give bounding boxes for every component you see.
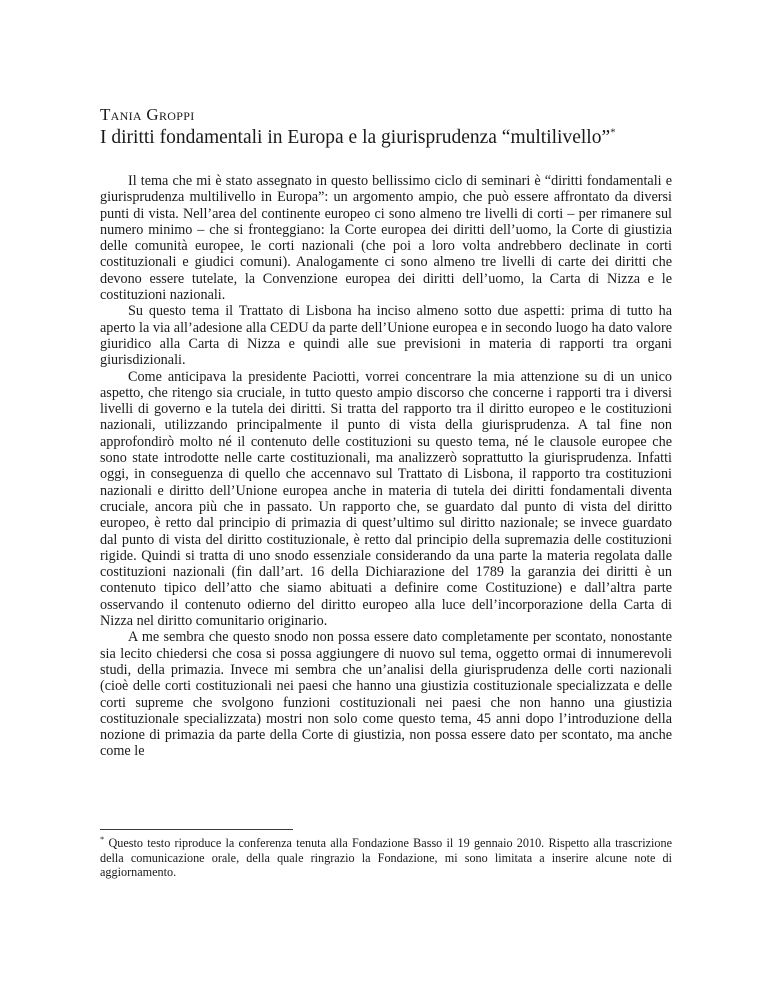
footnote-marker: * [100,833,105,844]
title-text: I diritti fondamentali in Europa e la giurisprudenza “multilivello” [100,127,611,148]
title-footnote-marker: * [610,126,616,139]
paragraph: Come anticipava la presidente Paciotti, vorrei concentrare la mia attenzione su di un unico aspetto, che ritengo sia cruciale, in tutto questo ampio discorso che concerne i rapporti tra i diversi livelli di governo e la tutela dei diritti. Si tratta del rapporto tra il diritto europeo e le costituzioni nazionali, utilizzando principalmente il punto di vista della giurisprudenza. A tal fine non approfondirò molto né il contenuto delle costituzioni su questo tema, né le clausole europee che sono state introdotte nelle carte costituzionali, ma analizzerò soprattutto la giurisprudenza. Infatti oggi, in conseguenza di quello che accennavo sul Trattato di Lisbona, il rapporto tra costituzioni nazionali e diritto dell’Unione europea anche in materia di tutela dei diritti fondamentali diventa cruciale, ancora più che in passato. Un rapporto che, se guardato dal punto di vista del diritto europeo, è retto dal principio di primazia di quest’ultimo sul diritto nazionale; se invece guardato dal punto di vista del diritto costituzionale, è retto dal principio della supremazia delle costituzioni rigide. Quindi si tratta di uno snodo essenziale considerando da una parte la materia regolata dalle costituzioni nazionali (fin dall’art. 16 della Dichiarazione del 1789 la garanzia dei diritti è un contenuto tipico dell’atto che siamo abituati a definire come Costituzione) e dall’altra parte osservando il contenuto odierno del diritto europeo alla luce dell’incorporazione della Carta di Nizza nel diritto comunitario originario. [100,368,672,630]
author-name: Tania Groppi [100,105,195,124]
page-title [100,125,672,151]
paragraph: Il tema che mi è stato assegnato in questo bellissimo ciclo di seminari è “diritti fondamentali e giurisprudenza multilivello in Europa”: un argomento ampio, che può essere affrontato da diversi punti di vista. Nell’area del continente europeo ci sono almeno tre livelli di corti – per rimanere sul numero minimo – che si fronteggiano: la Corte europea dei diritti dell’uomo, la Corte di giustizia delle comunità europee, le corti nazionali (che poi a loro volta andrebbero declinate in corti costituzionali e giudici comuni). Analogamente ci sono almeno tre livelli di carte dei diritti che devono essere tutelate, la Convenzione europea dei diritti dell’uomo, la Carta di Nizza e le costituzioni nazionali. [100,173,672,304]
page-content [100,104,672,828]
paragraph: A me sembra che questo snodo non possa essere dato completamente per scontato, nonostante sia lecito chiedersi che cosa si possa aggiungere di nuovo sul tema, oggetto ormai di innumerevoli studi, della primazia. Invece mi sembra che un’analisi della giurisprudenza delle corti nazionali (cioè delle corti costituzionali nei paesi che hanno una giustizia costituzionale specializzata e delle corti supreme che svolgono funzioni costituzionali nei paesi che non hanno una giustizia costituzionale specializzata) mostri non solo come questo tema, 45 anni dopo l’introduzione della nozione di primazia da parte della Corte di giustizia, non possa essere dato per scontato, ma anche come le [100,629,672,760]
document-heading [100,104,672,151]
body-paragraphs [100,173,672,828]
footnote [100,833,673,880]
paragraph: Su questo tema il Trattato di Lisbona ha inciso almeno sotto due aspetti: prima di tutto ha aperto la via all’adesione alla CEDU da parte dell’Unione europea e in secondo luogo ha dato valore giuridico alla Carta di Nizza e quindi alle sue previsioni in materia di rapporti tra organi giurisdizionali. [100,303,672,369]
footnote-text: Questo testo riproduce la conferenza tenuta alla Fondazione Basso il 19 gennaio 2010. Rispetto alla trascrizione della comunicazione orale, della quale ringrazio la Fondazione, mi sono limitata a inserire alcune note di aggiornamento. [100,836,673,880]
footnote-area [100,829,672,880]
footnote-separator [100,829,293,830]
